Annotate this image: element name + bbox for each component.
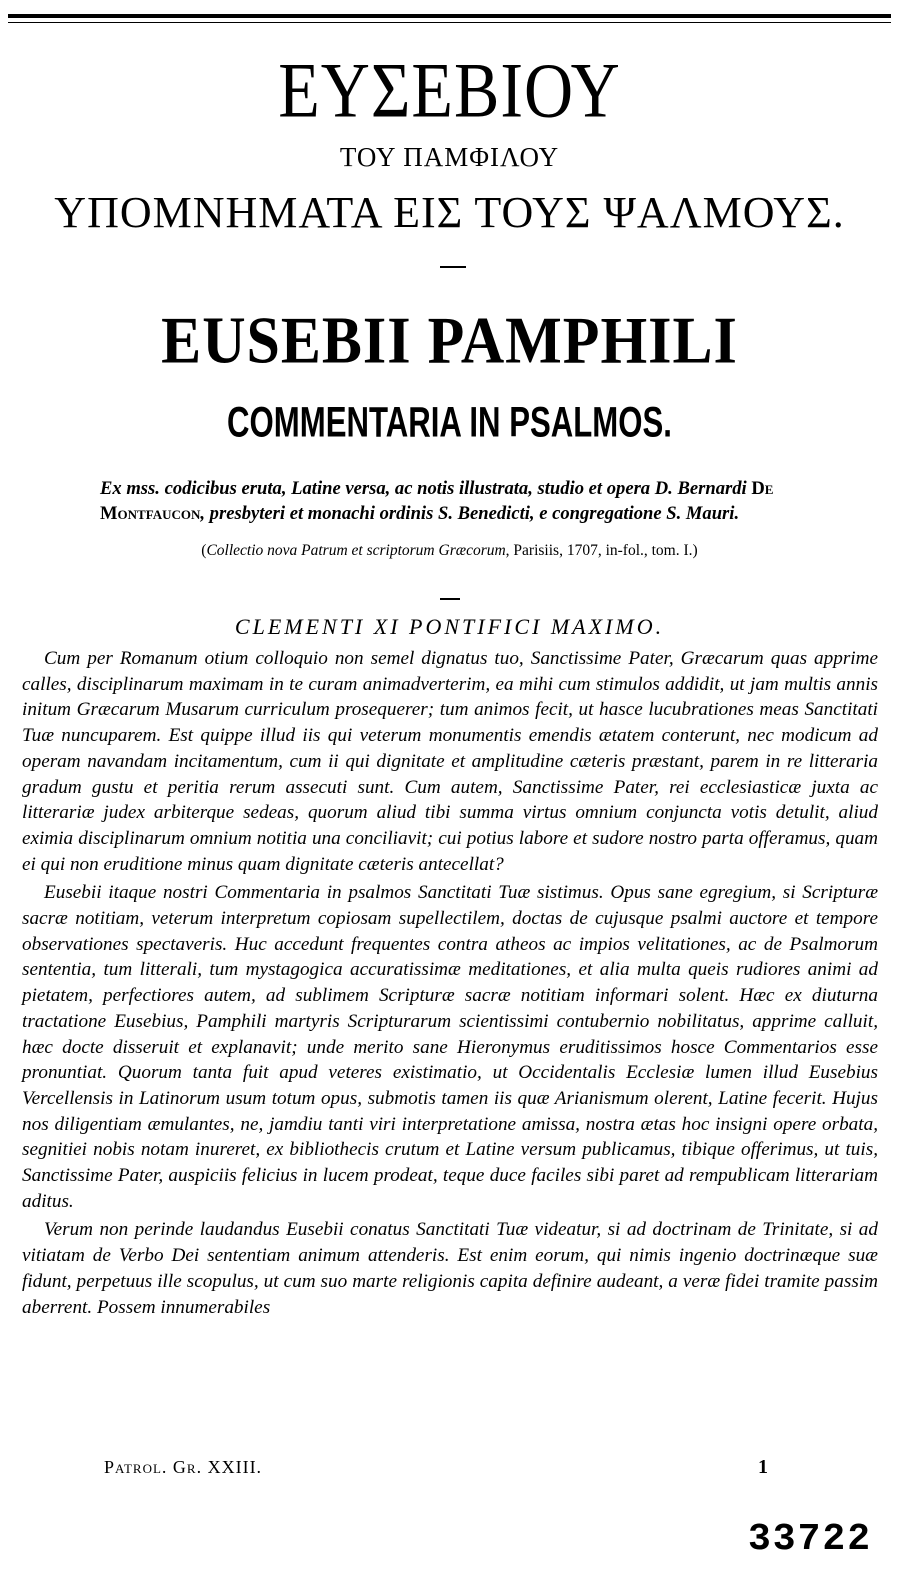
greek-work-title: ΥΠΟΜΝΗΜΑΤΑ ΕΙΣ ΤΟΥΣ ΨΑΛΜΟΥΣ.: [54, 188, 845, 237]
greek-subtitle: ΤΟΥ ΠΑΜΦΙΛΟΥ: [339, 142, 560, 172]
dedication-body: [22, 646, 878, 1320]
signature-mark: [104, 1455, 262, 1479]
separator-dash-2: [440, 598, 460, 600]
paragraph: Cum per Romanum otium colloquio non semel dignatus tuo, Sanctissime Pater, Græcarum quas apprime calles, disciplinarum maximam in te curam animadverterim, ea mihi cum stimulos addidit, ut jam multis annis initum Græcarum Musarum curriculum prosequerer; tum animos fecit, ut hasce lucubrationes meas Sanctitati Tuæ nuncuparem. Est quippe illud iis qui veterum monumentis emendis ætatem conterunt, nec modicum ad operam navandam incitamentum, cum ii qui dignitate et amplitudine cæteris præstant, parem in re litteraria gradum gustu et peritia rerum assecuti sunt. Cum autem, Sanctissime Pater, rei ecclesiasticæ juxta ac litterariæ judex arbiterque sedeas, quorum aliud tibi summa virtus omnium conjuncta votis detulit, aliud eximia disciplinarum omnium notitia una conciliavit; cui potius labore et sudore nostro parta offeramus, quam ei qui non eruditione minus quam dignitate cæteris antecellat?: [22, 648, 878, 875]
paragraph: Eusebii itaque nostri Commentaria in psalmos Sanctitati Tuæ sistimus. Opus sane egregium, si Scripturæ sacræ notitiam, veterum interpretum copiosam supellectilem, doctas de cujusque psalmi auctore et tempore observationes spectaveris. Huc accedunt frequentes contra atheos ac impios velitationes, ac de Psalmorum sententia, tum litterali, tum mystagogica accuratissimæ meditationes, et alia multa queis rudiores animi ad pietatem, perfectiores autem, ad sublimem Scripturæ sacræ notitiam informari solent. Hæc ex diuturna tractatione Eusebius, Pamphili martyris Scripturarum scientissimi contubernio nobilitatus, apprime calluit, hæc docte disseruit et explanavit; unde merito sane Hieronymus eruditissimos hosce Commentarios esse pronuntiat. Quorum tanta fuit apud veteres existimatio, ut Occidentalis Ecclesiæ lumen illud Eusebius Vercellensis in Latinorum usum totum opus, submotis tamen iis quæ Arianismum olerent, Latine fecerit. Hujus nos diligentiam æmulantes, ne, jamdiu tanti viri interpretatione amissa, nostra ætas hoc insigni opere orbata, segnitiei nobis notam inureret, ex bibliothecis crutum et Latine versum publicamus, tibique offerimus, ut tuis, Sanctissime Pater, auspiciis felicius in lucem prodeat, teque duce faciles sibi paret ad rempublicam litterariam aditus.: [22, 882, 878, 1212]
greek-title: ΕΥΣΕΒΙΟΥ: [278, 46, 621, 134]
edition-text-1: Ex mss. codicibus eruta, Latine versa, ac notis illustrata, studio et opera D. Bernardi: [100, 478, 752, 499]
source-title: Collectio nova Patrum et scriptorum Græcorum: [206, 542, 506, 559]
top-rule-thick: [8, 14, 891, 18]
accession-stamp: 33722: [748, 1518, 873, 1561]
edition-text-2: , presbyteri et monachi ordinis S. Benedicti, e congregatione S. Mauri.: [200, 503, 740, 524]
edition-name-de: De: [751, 478, 774, 499]
edition-name-montfaucon: Montfaucon: [100, 503, 201, 524]
signature-series: Patrol. Gr.: [104, 1457, 203, 1477]
source-note: [0, 539, 899, 563]
edition-statement: [100, 476, 880, 526]
source-open: (: [201, 542, 207, 559]
latin-work-title: COMMENTARIA IN PSALMOS.: [227, 399, 672, 447]
page-number: 1: [758, 1456, 768, 1478]
dedication-heading: CLEMENTI XI PONTIFICI MAXIMO.: [234, 614, 665, 639]
latin-title: EUSEBII PAMPHILI: [161, 303, 738, 377]
top-rule-thin: [8, 22, 891, 23]
source-rest: , Parisiis, 1707, in-fol., tom. I.): [505, 542, 698, 559]
signature-volume: XXIII.: [202, 1457, 263, 1477]
separator-dash: [440, 266, 466, 268]
paragraph: Verum non perinde laudandus Eusebii conatus Sanctitati Tuæ videatur, si ad doctrinam de Trinitate, si ad vitiatam de Verbo Dei sententiam animum attenderis. Est enim eorum, qui nimis ingenio doctrinæque suæ fidunt, perpetuus ille scopulus, ut cum suo marte religionis capita definire audeant, a veræ fidei tramite passim aberrent. Possem innumerabiles: [22, 1219, 878, 1318]
